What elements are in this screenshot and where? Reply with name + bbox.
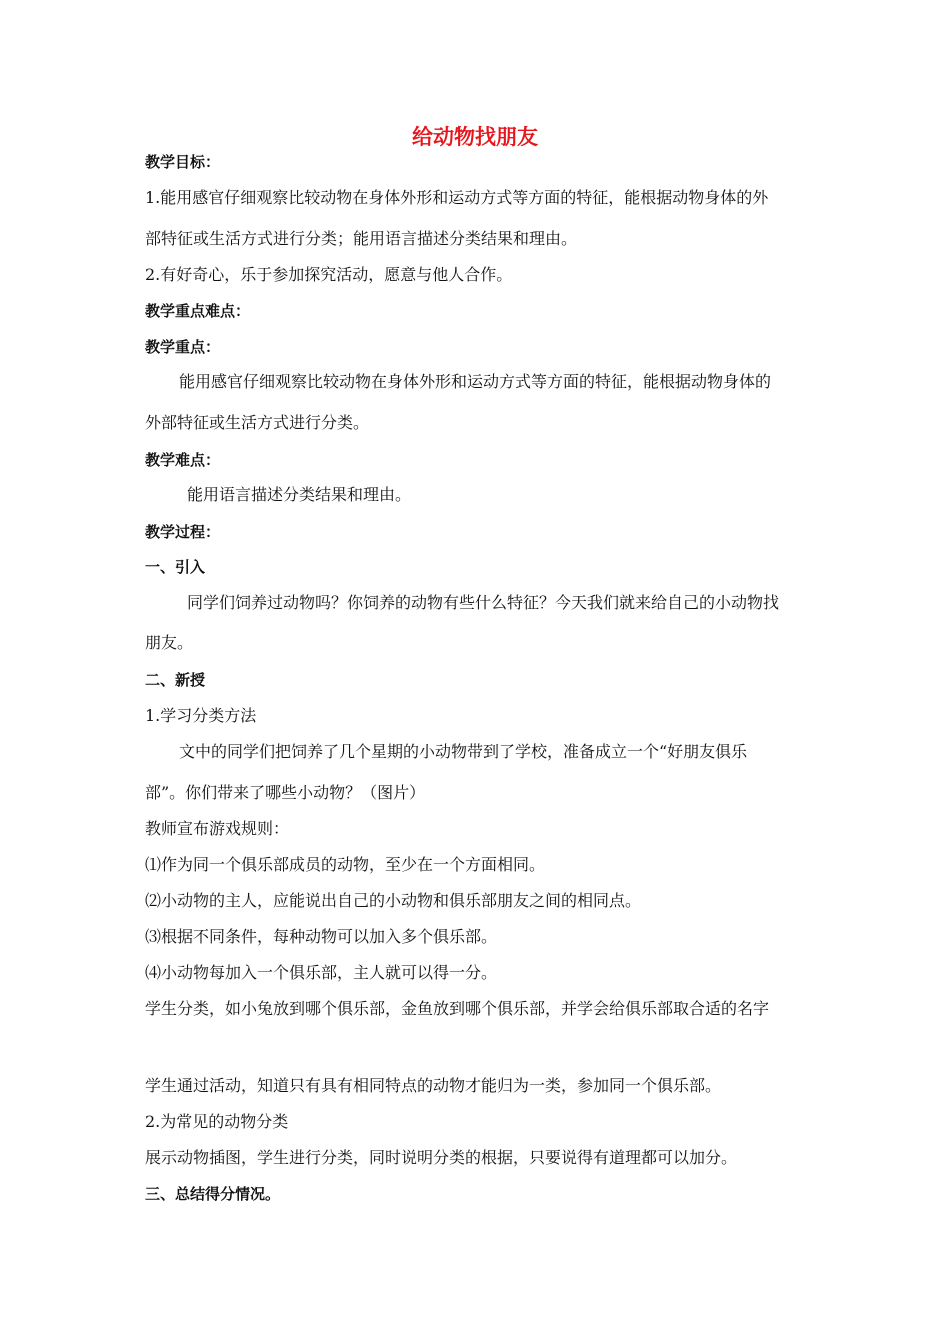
key-points-line-2: 外部特征或生活方式进行分类。 — [145, 413, 370, 432]
heading-difficult-points: 教学难点： — [145, 451, 221, 469]
method-line-1: 文中的同学们把饲养了几个星期的小动物带到了学校，准备成立一个“好朋友俱乐 — [179, 742, 748, 761]
rule-4: ⑷小动物每加入一个俱乐部，主人就可以得一分。 — [145, 963, 498, 982]
rule-1: ⑴作为同一个俱乐部成员的动物，至少在一个方面相同。 — [145, 855, 546, 874]
heading-key-difficult-points: 教学重点难点： — [145, 302, 251, 320]
heading-summary: 三、总结得分情况。 — [145, 1185, 281, 1203]
key-points-line-1: 能用感官仔细观察比较动物在身体外形和运动方式等方面的特征，能根据动物身体的 — [179, 372, 772, 391]
rules-intro: 教师宣布游戏规则： — [145, 819, 290, 838]
introduction-line-2: 朋友。 — [145, 633, 194, 652]
rule-3: ⑶根据不同条件，每种动物可以加入多个俱乐部。 — [145, 927, 498, 946]
activity-conclusion: 学生通过活动，知道只有具有相同特点的动物才能归为一类，参加同一个俱乐部。 — [145, 1076, 722, 1095]
goal-1-line-1: 1.能用感官仔细观察比较动物在身体外形和运动方式等方面的特征，能根据动物身体的外 — [145, 188, 769, 207]
heading-key-points: 教学重点： — [145, 338, 221, 356]
subheading-common-animals: 2.为常见的动物分类 — [145, 1112, 289, 1131]
difficult-points-text: 能用语言描述分类结果和理由。 — [187, 485, 412, 504]
method-line-2: 部”。你们带来了哪些小动物？（图片） — [145, 783, 426, 802]
heading-teaching-process: 教学过程： — [145, 523, 221, 541]
student-classification: 学生分类，如小兔放到哪个俱乐部，金鱼放到哪个俱乐部，并学会给俱乐部取合适的名字 — [145, 999, 770, 1018]
common-animals-text: 展示动物插图，学生进行分类，同时说明分类的根据，只要说得有道理都可以加分。 — [145, 1148, 738, 1167]
heading-introduction: 一、引入 — [145, 558, 206, 576]
goal-2: 2.有好奇心，乐于参加探究活动，愿意与他人合作。 — [145, 265, 513, 284]
rule-2: ⑵小动物的主人，应能说出自己的小动物和俱乐部朋友之间的相同点。 — [145, 891, 642, 910]
heading-new-lesson: 二、新授 — [145, 671, 206, 689]
introduction-line-1: 同学们饲养过动物吗？你饲养的动物有些什么特征？今天我们就来给自己的小动物找 — [187, 593, 780, 612]
heading-teaching-goals: 教学目标： — [145, 153, 221, 171]
document-title: 给动物找朋友 — [412, 125, 538, 149]
goal-1-line-2: 部特征或生活方式进行分类；能用语言描述分类结果和理由。 — [145, 229, 578, 248]
subheading-classification-method: 1.学习分类方法 — [145, 706, 257, 725]
